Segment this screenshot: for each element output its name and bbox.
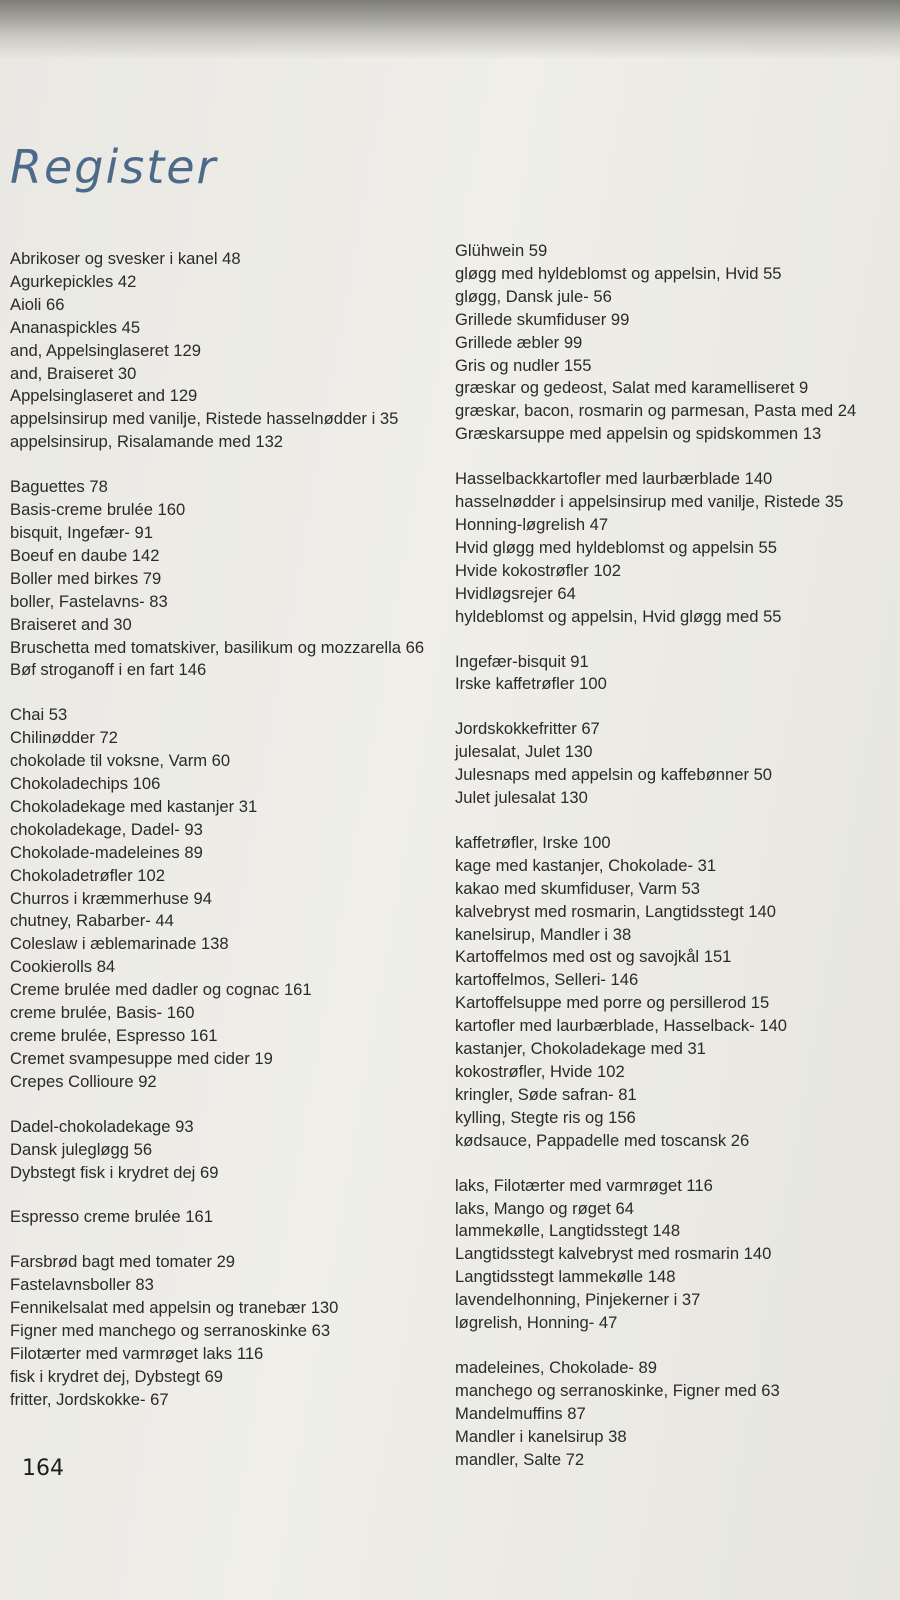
page-number: 164 [22, 1456, 64, 1481]
index-entry: Filotærter med varmrøget laks 116 [10, 1343, 264, 1363]
index-entry: kødsauce, Pappadelle med toscansk 26 [455, 1130, 750, 1150]
index-entry: Chokolade-madeleines 89 [10, 842, 203, 862]
index-entry: Kartoffelmos med ost og savojkål 151 [455, 947, 732, 967]
index-entry: Bøf stroganoff i en fart 146 [10, 660, 207, 680]
index-entry: Gris og nudler 155 [455, 355, 592, 375]
index-entry: Boeuf en daube 142 [10, 545, 160, 565]
index-entry: Kartoffelsuppe med porre og persillerod 15 [455, 993, 770, 1013]
index-group [10, 248, 430, 454]
index-entry: græskar, bacon, rosmarin og parmesan, Pasta med 24 [455, 401, 857, 421]
index-entry: Græskarsuppe med appelsin og spidskommen 13 [455, 424, 822, 444]
index-entry: kage med kastanjer, Chokolade- 31 [455, 855, 717, 875]
index-entry: appelsinsirup, Risalamande med 132 [10, 432, 284, 452]
index-entry: Baguettes 78 [10, 477, 108, 497]
index-entry: Farsbrød bagt med tomater 29 [10, 1252, 236, 1272]
index-entry: Coleslaw i æblemarinade 138 [10, 934, 229, 954]
page-edge-shadow [0, 0, 900, 60]
index-group [10, 1251, 430, 1411]
index-entry: fisk i krydret dej, Dybstegt 69 [10, 1366, 224, 1386]
index-entry: Langtidsstegt kalvebryst med rosmarin 140 [455, 1244, 772, 1264]
index-group [455, 718, 895, 810]
index-entry: Creme brulée med dadler og cognac 161 [10, 980, 312, 1000]
index-entry: Ananaspickles 45 [10, 317, 141, 337]
index-entry: Fennikelsalat med appelsin og tranebær 130 [10, 1298, 339, 1318]
index-entry: Appelsinglaseret and 129 [10, 386, 198, 406]
page-heading: Register [10, 140, 218, 194]
index-entry: gløgg, Dansk jule- 56 [455, 286, 612, 306]
index-group [455, 240, 895, 446]
index-entry: Fastelavnsboller 83 [10, 1275, 154, 1295]
index-entry: Basis-creme brulée 160 [10, 500, 186, 520]
index-entry: kylling, Stegte ris og 156 [455, 1107, 636, 1127]
index-entry: chokolade til voksne, Varm 60 [10, 751, 231, 771]
index-entry: Espresso creme brulée 161 [10, 1207, 213, 1227]
index-group [455, 1357, 895, 1472]
index-group [10, 1206, 430, 1229]
index-entry: Chokoladetrøfler 102 [10, 865, 165, 885]
index-entry: Mandler i kanelsirup 38 [455, 1426, 627, 1446]
index-group [455, 468, 895, 628]
index-entry: Braiseret and 30 [10, 614, 132, 634]
index-entry: Chilinødder 72 [10, 728, 118, 748]
index-entry: Bruschetta med tomatskiver, basilikum og mozzarella 66 [10, 637, 425, 657]
index-entry: kokostrøfler, Hvide 102 [455, 1062, 625, 1081]
index-entry: Dadel-chokoladekage 93 [10, 1116, 194, 1136]
index-entry: creme brulée, Espresso 161 [10, 1026, 218, 1045]
index-group [10, 476, 430, 682]
index-entry: løgrelish, Honning- 47 [455, 1313, 618, 1333]
index-entry: Langtidsstegt lammekølle 148 [455, 1267, 676, 1287]
index-entry: Figner med manchego og serranoskinke 63 [10, 1321, 331, 1341]
index-entry: kastanjer, Chokoladekage med 31 [455, 1039, 706, 1059]
index-entry: Chokoladekage med kastanjer 31 [10, 796, 258, 816]
index-entry: chokoladekage, Dadel- 93 [10, 819, 203, 839]
index-entry: creme brulée, Basis- 160 [10, 1003, 195, 1023]
index-entry: Julesnaps med appelsin og kaffebønner 50 [455, 765, 773, 785]
index-entry: laks, Mango og røget 64 [455, 1198, 634, 1218]
index-entry: madeleines, Chokolade- 89 [455, 1357, 658, 1377]
index-entry: manchego og serranoskinke, Figner med 63 [455, 1380, 780, 1400]
index-entry: Hvid gløgg med hyldeblomst og appelsin 55 [455, 537, 777, 557]
index-entry: Cremet svampesuppe med cider 19 [10, 1048, 273, 1068]
index-entry: Hvide kokostrøfler 102 [455, 560, 622, 580]
index-entry: Hvidløgsrejer 64 [455, 583, 576, 603]
index-entry: Irske kaffetrøfler 100 [455, 674, 607, 694]
index-entry: julesalat, Julet 130 [455, 742, 593, 762]
index-entry: boller, Fastelavns- 83 [10, 591, 168, 611]
index-entry: græskar og gedeost, Salat med karamelliseret 9 [455, 378, 809, 398]
index-entry: Churros i kræmmerhuse 94 [10, 888, 212, 908]
index-entry: Grillede skumfiduser 99 [455, 309, 630, 329]
index-entry: Abrikoser og svesker i kanel 48 [10, 249, 241, 268]
index-entry: Crepes Collioure 92 [10, 1071, 157, 1091]
index-entry: Honning-løgrelish 47 [455, 514, 609, 534]
index-entry: and, Appelsinglaseret 129 [10, 340, 201, 360]
index-entry: hasselnødder i appelsinsirup med vanilje, Ristede 35 [455, 492, 844, 512]
index-entry: fritter, Jordskokke- 67 [10, 1389, 169, 1409]
index-group [10, 1116, 430, 1185]
index-entry: lammekølle, Langtidsstegt 148 [455, 1221, 681, 1241]
index-group [10, 704, 430, 1093]
index-entry: Agurkepickles 42 [10, 271, 137, 291]
index-entry: Cookierolls 84 [10, 957, 116, 977]
index-entry: laks, Filotærter med varmrøget 116 [455, 1175, 713, 1195]
index-entry: Chai 53 [10, 705, 68, 725]
index-entry: Jordskokkefritter 67 [455, 719, 600, 739]
index-entry: hyldeblomst og appelsin, Hvid gløgg med 55 [455, 606, 782, 626]
index-entry: and, Braiseret 30 [10, 363, 137, 383]
index-entry: gløgg med hyldeblomst og appelsin, Hvid 55 [455, 263, 782, 283]
index-entry: kartoffelmos, Selleri- 146 [455, 970, 639, 990]
index-entry: Aioli 66 [10, 294, 65, 314]
index-entry: kaffetrøfler, Irske 100 [455, 832, 611, 852]
index-group [455, 651, 895, 697]
index-entry: Ingefær-bisquit 91 [455, 651, 589, 671]
index-entry: kringler, Søde safran- 81 [455, 1084, 637, 1104]
index-entry: Grillede æbler 99 [455, 332, 583, 352]
index-group [455, 832, 895, 1153]
index-entry: kakao med skumfiduser, Varm 53 [455, 878, 701, 898]
index-entry: Boller med birkes 79 [10, 568, 162, 588]
index-entry: mandler, Salte 72 [455, 1449, 585, 1469]
index-entry: Dansk julegløgg 56 [10, 1139, 153, 1159]
index-entry: chutney, Rabarber- 44 [10, 911, 174, 931]
index-entry: Hasselbackkartofler med laurbærblade 140 [455, 469, 773, 489]
index-entry: appelsinsirup med vanilje, Ristede hasselnødder i 35 [10, 409, 399, 429]
index-entry: Dybstegt fisk i krydret dej 69 [10, 1162, 219, 1182]
index-entry: bisquit, Ingefær- 91 [10, 522, 153, 542]
index-entry: Julet julesalat 130 [455, 788, 588, 808]
index-column-right [455, 240, 895, 1494]
index-entry: Mandelmuffins 87 [455, 1403, 586, 1423]
index-entry: kartofler med laurbærblade, Hasselback- 140 [455, 1016, 788, 1036]
index-entry: kanelsirup, Mandler i 38 [455, 924, 632, 944]
index-entry: kalvebryst med rosmarin, Langtidsstegt 140 [455, 901, 776, 921]
index-entry: lavendelhonning, Pinjekerner i 37 [455, 1290, 701, 1310]
index-entry: Glühwein 59 [455, 241, 548, 260]
index-group [455, 1175, 895, 1335]
index-entry: Chokoladechips 106 [10, 774, 161, 794]
index-column-left [10, 248, 430, 1434]
